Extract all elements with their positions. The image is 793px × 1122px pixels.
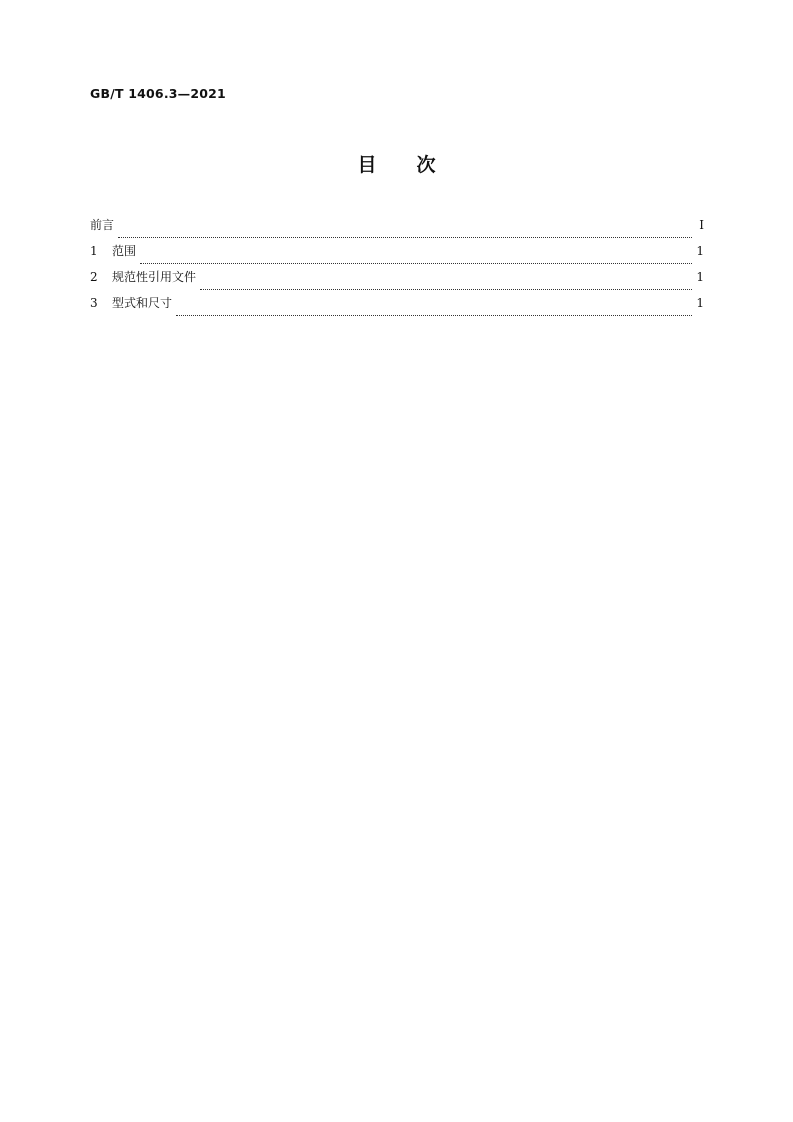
toc-entry-label: 型式和尺寸: [112, 296, 173, 310]
table-of-contents: [90, 216, 704, 320]
toc-entry-page: Ⅰ: [699, 218, 704, 232]
toc-entry-foreword[interactable]: [90, 216, 704, 242]
toc-entry-number: 3: [90, 296, 98, 310]
toc-entry-page: 1: [696, 296, 704, 310]
standard-code: GB/T 1406.3—2021: [90, 86, 226, 101]
toc-entry-page: 1: [696, 270, 704, 284]
toc-entry-page: 1: [696, 244, 704, 258]
toc-title: 目次: [357, 154, 476, 176]
toc-dot-leader: [200, 277, 692, 290]
toc-entry-number: 1: [90, 244, 98, 258]
toc-dot-leader: [118, 225, 692, 238]
toc-entry-types-and-dimensions[interactable]: [90, 294, 704, 320]
toc-entry-scope[interactable]: [90, 242, 704, 268]
toc-entry-label: 前言: [90, 218, 115, 232]
toc-entry-label: 范围: [112, 244, 137, 258]
toc-dot-leader: [140, 251, 692, 264]
toc-dot-leader: [176, 303, 692, 316]
toc-entry-number: 2: [90, 270, 98, 284]
toc-entry-normative-references[interactable]: [90, 268, 704, 294]
toc-entry-label: 规范性引用文件: [112, 270, 197, 284]
